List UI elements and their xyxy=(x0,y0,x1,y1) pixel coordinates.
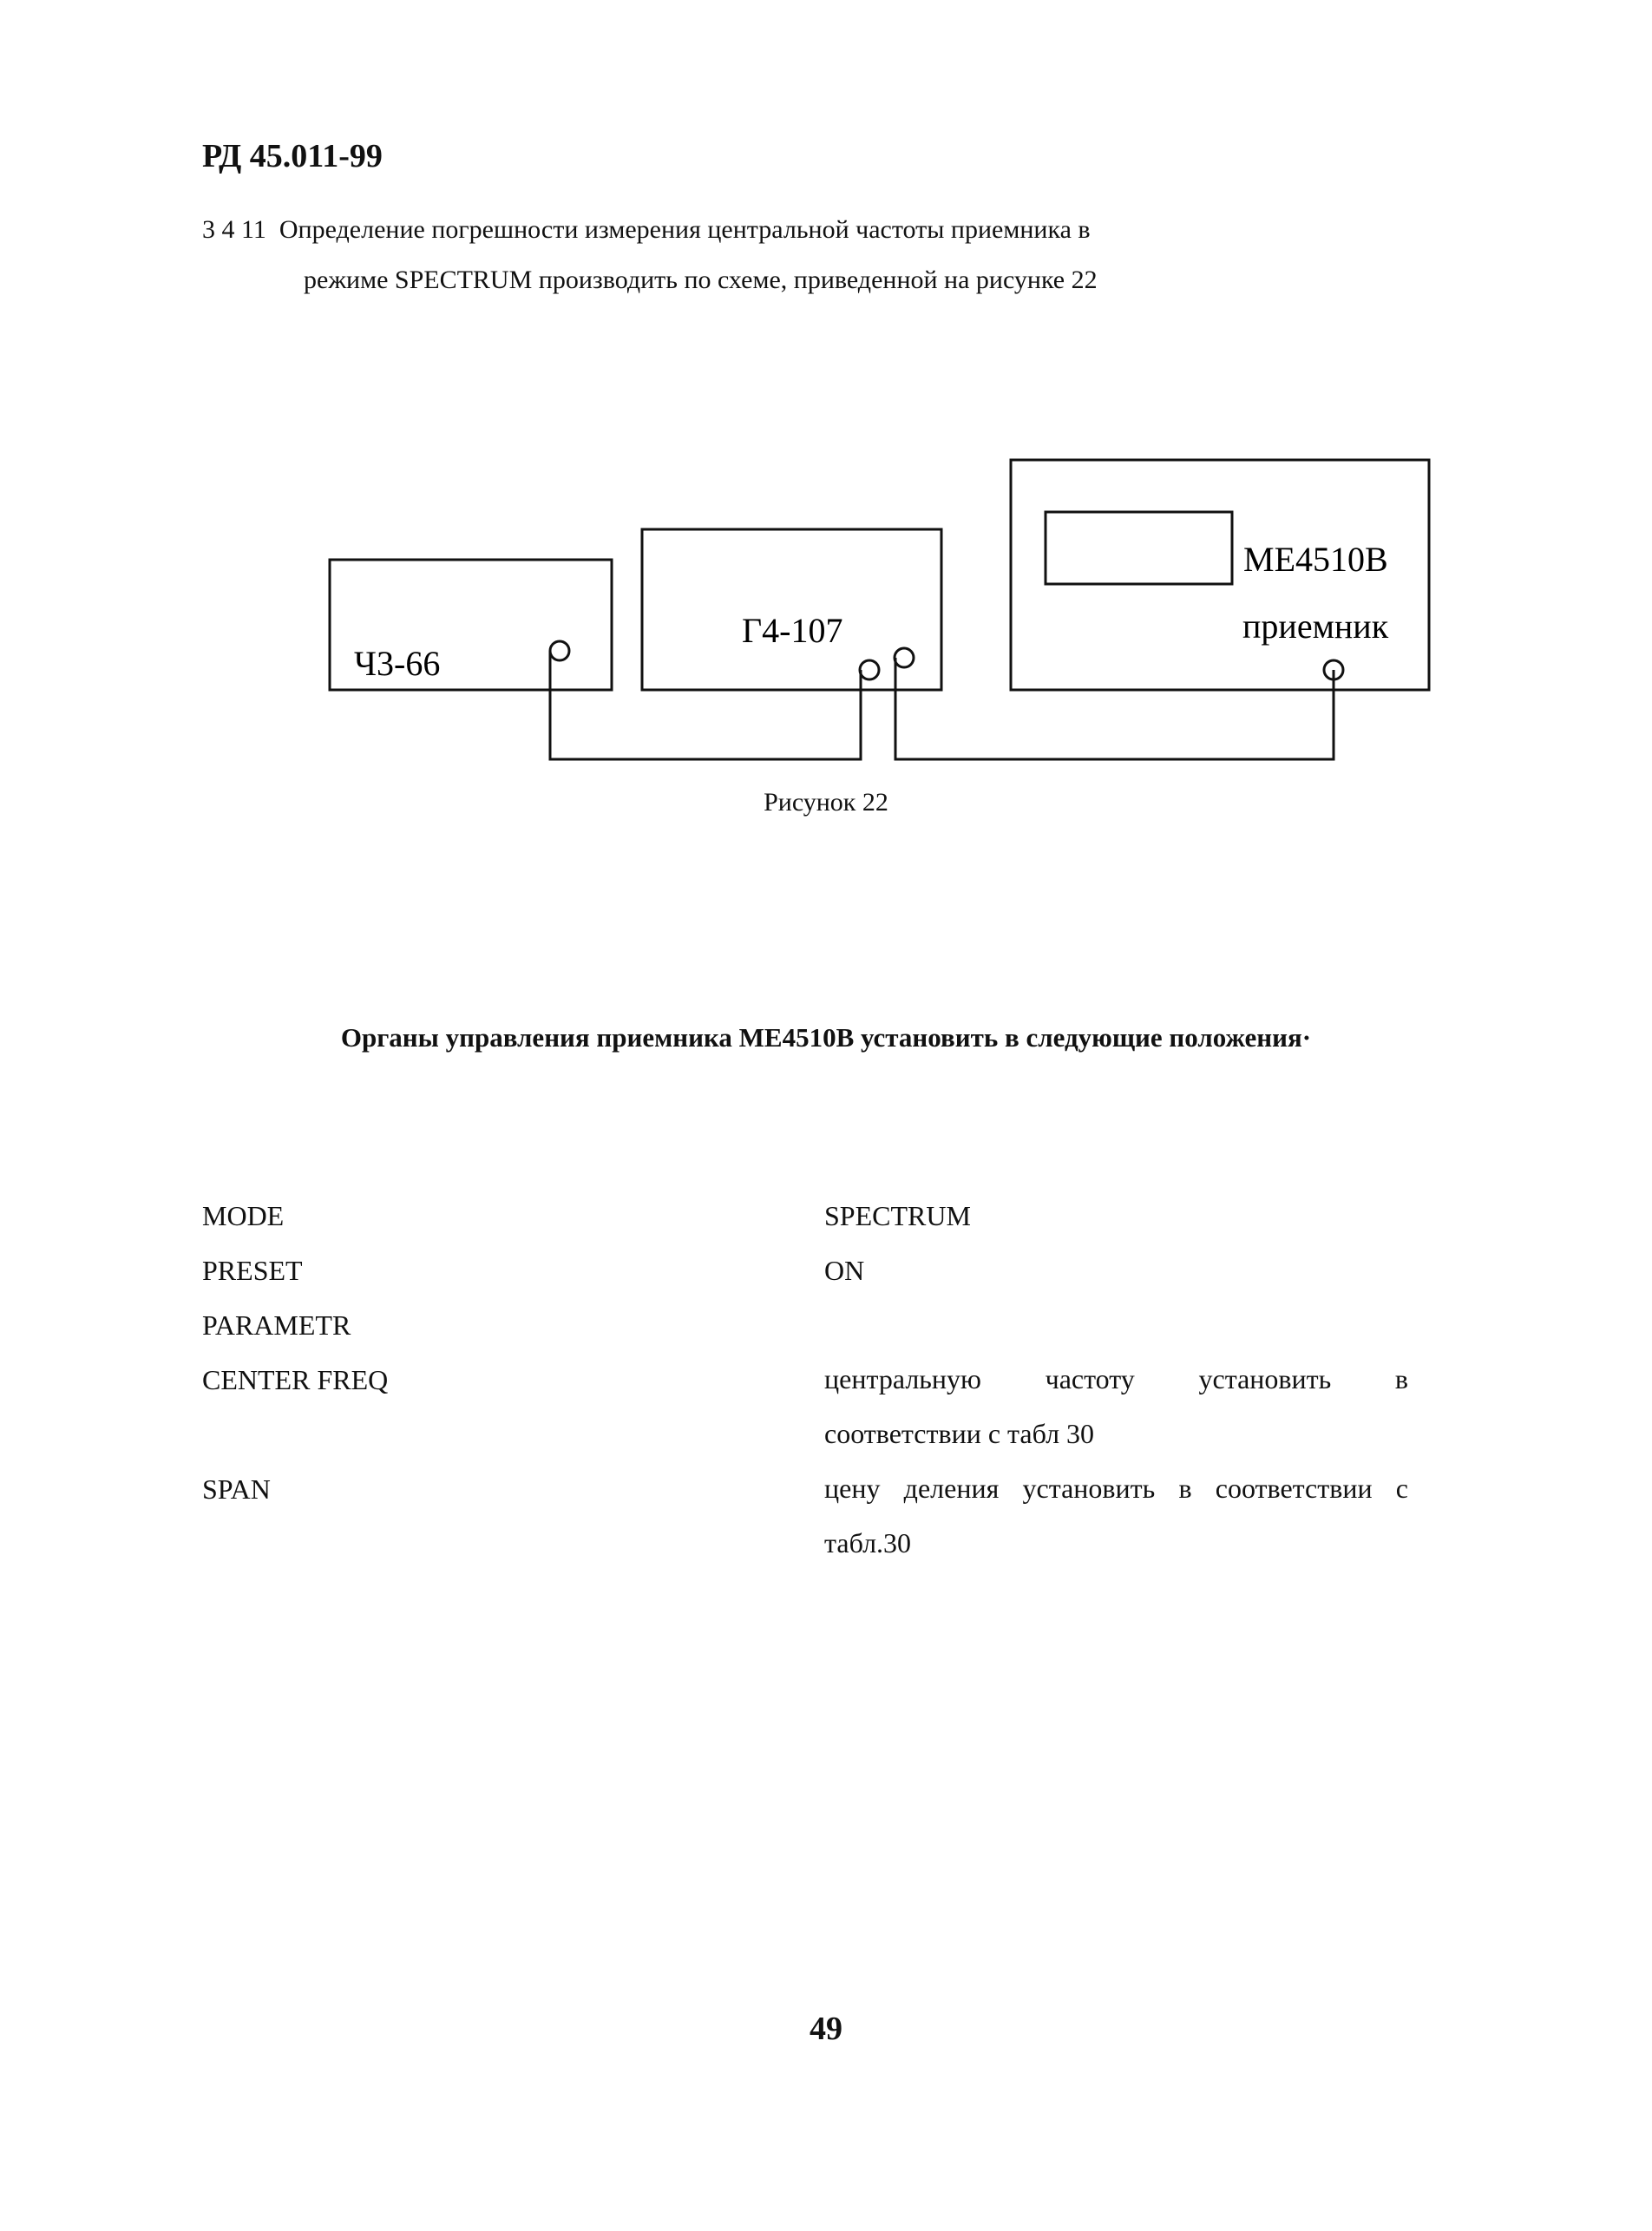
device-g4-107-connector-left xyxy=(860,660,879,679)
setting-value: SPECTRUM xyxy=(824,1200,971,1231)
clause-text-line-1: Определение погрешности измерения центральной частоты приемника в xyxy=(279,215,1091,244)
clause-number: 3 4 11 xyxy=(202,215,266,244)
page-number: 49 xyxy=(810,2011,842,2047)
setting-param: PRESET xyxy=(202,1255,303,1286)
cable-ch3-66-to-g4-107 xyxy=(550,651,861,759)
controls-heading: Органы управления приемника МЕ4510В установить в следующие положения· xyxy=(340,1022,1312,1053)
connection-diagram xyxy=(312,443,1458,772)
figure-caption: Рисунок 22 xyxy=(764,788,888,817)
setting-value-line-1: цену деления установить в соответствии с xyxy=(824,1473,1408,1504)
device-g4-107-label: Г4-107 xyxy=(742,611,843,650)
document-code: РД 45.011-99 xyxy=(202,138,383,174)
setting-param: PARAMETR xyxy=(202,1309,351,1341)
setting-value xyxy=(824,1461,1408,1571)
setting-param: CENTER FREQ xyxy=(202,1364,389,1395)
device-ch3-66-connector xyxy=(550,641,569,660)
clause-paragraph xyxy=(202,205,1434,305)
setting-value: ON xyxy=(824,1255,865,1286)
device-ch3-66-label: Ч3-66 xyxy=(354,644,441,683)
device-g4-107-connector-right xyxy=(895,648,914,667)
clause-line-1 xyxy=(202,205,1434,255)
setting-value-line-1: центральную частоту установить в xyxy=(824,1363,1408,1394)
setting-param: SPAN xyxy=(202,1473,271,1505)
setting-value xyxy=(824,1352,1408,1461)
setting-value-line-2: соответствии с табл 30 xyxy=(824,1418,1095,1449)
cable-g4-107-to-me4510b xyxy=(895,658,1334,759)
device-me4510b-sublabel: приемник xyxy=(1242,607,1389,646)
device-me4510b-label: МЕ4510В xyxy=(1243,540,1388,579)
setting-value-line-2: табл.30 xyxy=(824,1527,912,1558)
device-me4510b-screen xyxy=(1046,512,1232,584)
setting-param: MODE xyxy=(202,1200,285,1231)
clause-text-line-2: режиме SPECTRUM производить по схеме, приведенной на рисунке 22 xyxy=(304,266,1098,294)
